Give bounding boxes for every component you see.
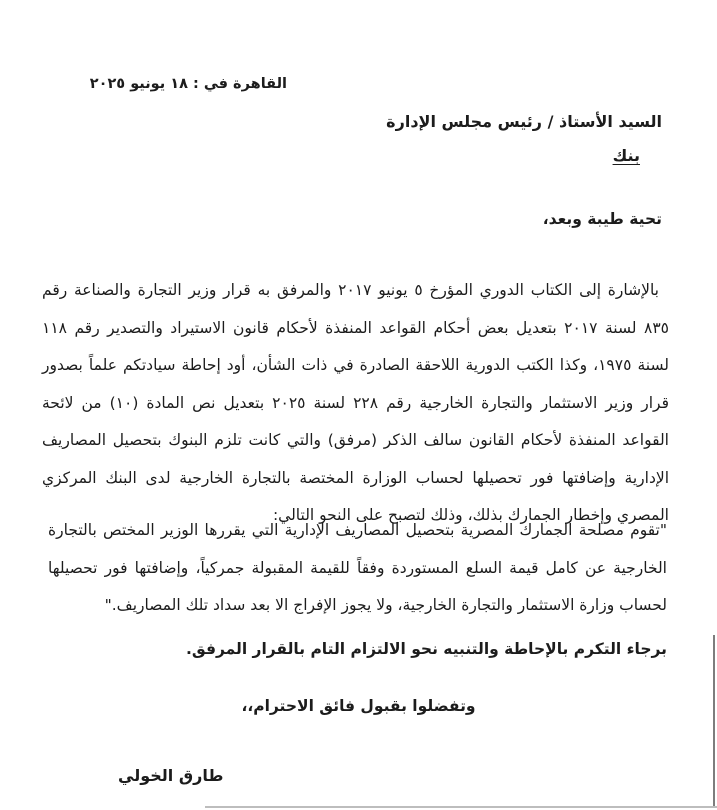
recipient-title: السيد الأستاذ / رئيس مجلس الإدارة — [386, 112, 662, 131]
date-line: القاهرة في : ١٨ يونيو ٢٠٢٥ — [89, 76, 287, 92]
body-paragraph-reference: بالإشارة إلى الكتاب الدوري المؤرخ ٥ يونيو ٢٠١٧ والمرفق به قرار وزير التجارة والصناعة رقم ٨٣٥ لسنة ٢٠١٧ بتعديل بعض أحكام القواعد المنفذة لأحكام قانون الاستيراد والتصدير رقم ١١٨ لسنة ١٩٧٥، وكذا الكتب الدورية اللاحقة الصادرة في ذات الشأن، أود إحاطة سيادتكم علماً بصدور قرار وزير الاستثمار والتجارة الخارجية رقم ٢٢٨ لسنة ٢٠٢٥ بتعديل نص المادة (١٠) من لائحة القواعد المنفذة لأحكام القانون سالف الذكر (مرفق) والتي كانت تلزم البنوك بتحصيل المصاريف الإدارية وإضافتها فور تحصيلها لحساب الوزارة المختصة بالتجارة الخارجية لدى البنك المركزي المصري وإخطار الجمارك بذلك، وذلك لتصبح على النحو التالي: — [42, 281, 669, 524]
scan-artifact-bottom-edge-line — [205, 806, 717, 808]
signature-name: طارق الخولي — [118, 766, 224, 785]
closing-line: وتفضلوا بقبول فائق الاحترام،، — [241, 697, 476, 715]
scan-artifact-right-edge-line — [713, 635, 715, 808]
salutation-line: تحية طيبة وبعد، — [542, 210, 662, 228]
recipient-bank: بنك — [612, 146, 640, 165]
request-line: برجاء التكرم بالإحاطة والتنبيه نحو الالتزام التام بالقرار المرفق. — [185, 640, 667, 658]
body-paragraph-quote: "تقوم مصلحة الجمارك المصرية بتحصيل المصاريف الإدارية التي يقررها الوزير المختص بالتجارة الخارجية عن كامل قيمة السلع المستوردة وفقاً للقيمة المقبولة جمركياً، وإضافتها فور تحصيلها لحساب وزارة الاستثمار والتجارة الخارجية، ولا يجوز الإفراج الا بعد سداد تلك المصاريف." — [48, 521, 667, 614]
